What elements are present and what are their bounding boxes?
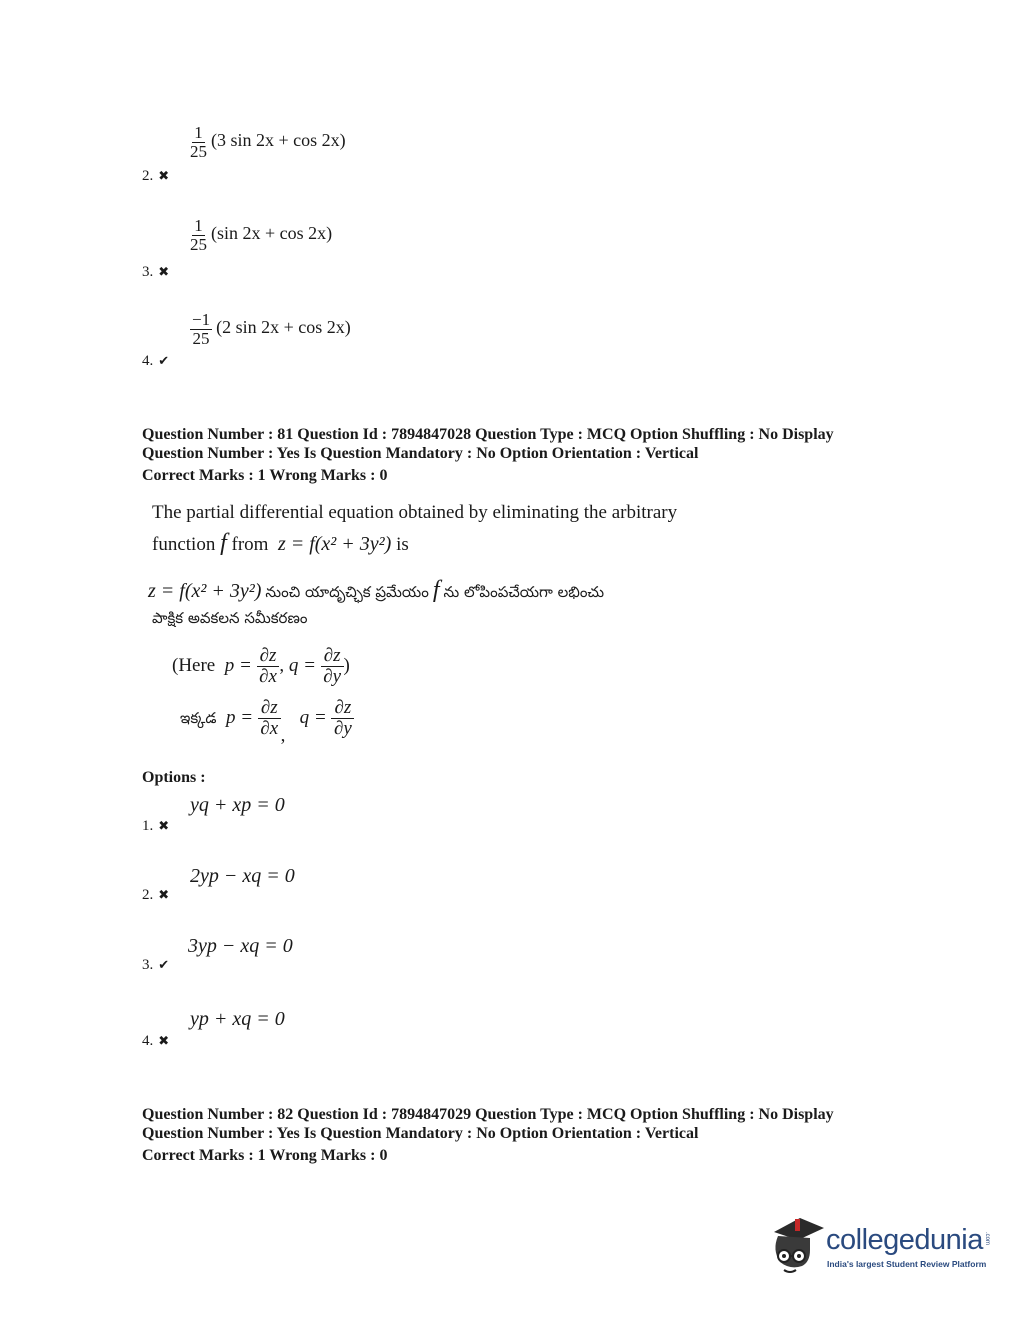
q81-option-3: 3. ✔ [142,957,170,973]
cross-icon: ✖ [158,1033,170,1048]
logo-tagline: India's largest Student Review Platform [827,1259,987,1269]
q81-telugu-line1: z = f(x² + 3y²) నుంచి యాదృచ్ఛిక ప్రమేయం f ను లోపింపచేయగా లభించు [148,577,605,603]
cross-icon: ✖ [158,818,170,833]
q81-text-line2: function f from z = f(x² + 3y²) is [152,530,409,556]
q81-option-1-expression: yq + xp = 0 [190,794,285,816]
q81-telugu-line2: పాక్షిక అవకలన సమీకరణం [152,609,308,627]
cross-icon: ✖ [158,887,170,902]
q81-option-2-expression: 2yp − xq = 0 [190,865,295,887]
collegedunia-logo [766,1210,996,1282]
check-icon: ✔ [158,957,170,972]
q81-option-4-expression: yp + xq = 0 [190,1008,285,1030]
q81-option-2: 2. ✖ [142,887,170,903]
q81-option-1: 1. ✖ [142,818,170,834]
cross-icon: ✖ [158,168,170,183]
prev-option-2: 2. ✖ [142,168,170,184]
q81-telugu-here-definition: ఇక్కడ p = $\frac{\partial z}{\partial x}$ , q = $\frac{\partial z}{\partial y}$ [180,698,354,747]
logo-wordmark: collegedunia [826,1224,983,1256]
mascot-icon [766,1210,828,1280]
q81-option-3-expression: 3yp − xq = 0 [188,935,293,957]
q81-option-4: 4. ✖ [142,1033,170,1049]
cross-icon: ✖ [158,264,170,279]
prev-option-3: 3. ✖ [142,264,170,280]
prev-option-4-expression: $\frac{-1}{25}$ (2 sin 2x + cos 2x) [192,310,351,348]
logo-domain-suffix: .com [984,1232,990,1246]
q81-here-definition: (Here p = $\frac{\partial z}{\partial x}$ , q = $\frac{\partial z}{\partial y}$ ) [172,645,350,687]
check-icon: ✔ [158,353,170,368]
prev-option-3-expression: $\frac{1}{25}$ (sin 2x + cos 2x) [190,216,333,254]
q81-metadata: Question Number : 81 Question Id : 7894847028 Question Type : MCQ Option Shuffling : No Display Question Number : Yes Is Question Mandatory : No Option Orientation : Vertical Correct Marks : 1 Wrong Marks : 0 [142,426,834,484]
prev-option-4: 4. ✔ [142,353,170,369]
prev-option-2-expression: $\frac{1}{25}$ (3 sin 2x + cos 2x) [190,123,346,161]
q81-text-line1: The partial differential equation obtained by eliminating the arbitrary [152,502,678,523]
q82-metadata: Question Number : 82 Question Id : 7894847029 Question Type : MCQ Option Shuffling : No Display Question Number : Yes Is Question Mandatory : No Option Orientation : Vertical Correct Marks : 1 Wrong Marks : 0 [142,1106,834,1164]
options-label: Options : [142,769,206,786]
